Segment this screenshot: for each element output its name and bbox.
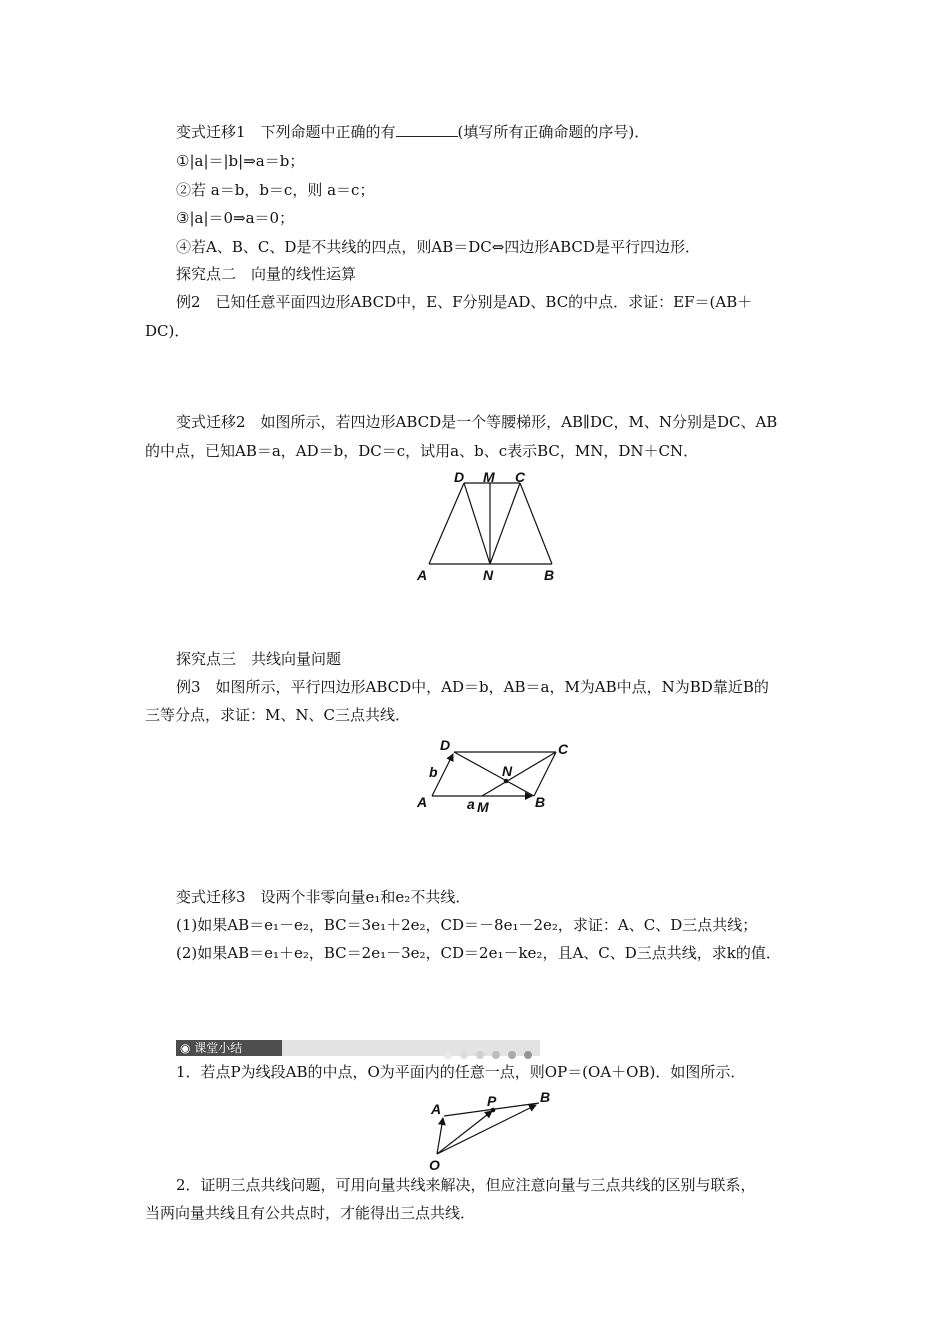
dot: [460, 1051, 468, 1059]
figure-trapezoid: [410, 468, 570, 588]
trapezoid-edge-ad: [429, 483, 464, 564]
label-n: N: [502, 763, 513, 779]
item-number: ①: [176, 152, 190, 170]
label-m: M: [477, 799, 489, 815]
exercise1-heading: [176, 122, 649, 142]
summary-bar: [176, 1040, 540, 1056]
summary-item1: 1．若点P为线段AB的中点，O为平面内的任意一点，则OP＝(OA＋OB)．如图所示．: [176, 1063, 746, 1081]
exercise3-line1: 变式迁移3 设两个非零向量e₁和e₂不共线．: [176, 888, 471, 906]
label-a: A: [417, 567, 428, 583]
label-a-vector: a: [467, 796, 475, 812]
exercise1-item-4: [176, 237, 700, 257]
example2-line2: DC)．: [145, 322, 190, 340]
summary-item2-line1: 2．证明三点共线问题，可用向量共线来解决，但应注意向量与三点共线的区别与联系，: [176, 1176, 756, 1194]
section2-title: 探究点二 向量的线性运算: [176, 265, 357, 283]
label-c: C: [515, 469, 526, 485]
exercise3-line3: (2)如果AB＝e₁＋e₂，BC＝2e₁－3e₂，CD＝2e₁－ke₂，且A、C、D三点共线，求k的值．: [176, 944, 781, 962]
item-text: |a|＝|b|⇒a＝b；: [189, 152, 305, 170]
label-d: D: [440, 737, 451, 753]
exercise3-line2: (1)如果AB＝e₁－e₂，BC＝3e₁＋2e₂，CD＝－8e₁－2e₂，求证：A、C、D三点共线；: [176, 916, 758, 934]
dot: [508, 1051, 516, 1059]
figure-parallelogram: [410, 735, 580, 820]
answer-blank: [396, 122, 458, 137]
example2-line1: 例2 已知任意平面四边形ABCD中，E、F分别是AD、BC的中点．求证：EF＝(AB＋: [176, 293, 753, 311]
example3-line2: 三等分点，求证：M、N、C三点共线．: [145, 706, 410, 724]
point-n: [504, 779, 509, 784]
trapezoid-segment-dn: [464, 483, 490, 564]
exercise2-line1: 变式迁移2 如图所示，若四边形ABCD是一个等腰梯形，AB∥DC，M、N分别是DC、AB: [176, 413, 778, 431]
vector-op-arrow: [437, 1111, 492, 1154]
dot: [444, 1051, 452, 1059]
summary-item2-line2: 当两向量共线且有公共点时，才能得出三点共线．: [145, 1204, 476, 1222]
label-b: B: [540, 1089, 551, 1105]
section3-title: 探究点三 共线向量问题: [176, 650, 342, 668]
item-text: |a|＝0⇒a＝0；: [189, 209, 295, 227]
label-c: C: [558, 741, 569, 757]
exercise2-line2: 的中点，已知AB＝a，AD＝b，DC＝c，试用a、b、c表示BC，MN，DN＋CN．: [145, 442, 699, 460]
label-o: O: [429, 1157, 440, 1173]
item-number: ③: [176, 209, 190, 227]
dot: [492, 1051, 500, 1059]
exercise1-heading-tail: (填写所有正确命题的序号)．: [457, 123, 650, 141]
label-b: B: [535, 794, 546, 810]
label-n: N: [483, 567, 494, 583]
label-a: A: [417, 794, 428, 810]
label-b: B: [544, 567, 555, 583]
label-a: A: [431, 1101, 442, 1117]
dot: [476, 1051, 484, 1059]
exercise1-item-2: [176, 180, 374, 200]
item-number: ④: [176, 238, 192, 256]
label-m: M: [483, 469, 495, 485]
label-d: D: [454, 469, 465, 485]
dot: [524, 1051, 532, 1059]
decorative-dots: [436, 1044, 532, 1063]
example3-line1: 例3 如图所示，平行四边形ABCD中，AD＝b，AB＝a，M为AB中点，N为BD靠近B的: [176, 678, 769, 696]
exercise1-item-1: [176, 151, 304, 171]
label-p: P: [487, 1093, 497, 1109]
trapezoid-edge-bc: [520, 483, 552, 564]
exercise1-item-3: [176, 208, 294, 228]
label-b-vector: b: [429, 764, 438, 780]
figure-midpoint: [420, 1086, 560, 1176]
trapezoid-segment-cn: [490, 483, 520, 564]
item-number: ②: [176, 181, 192, 199]
item-text: 若A、B、C、D是不共线的四点，则AB＝DC⇔四边形ABCD是平行四边形．: [191, 238, 700, 256]
vector-oa-arrow: [437, 1118, 443, 1154]
vector-ob-arrow: [437, 1105, 536, 1154]
exercise1-heading-text: 变式迁移1 下列命题中正确的有: [176, 123, 396, 141]
summary-label: ◉ 课堂小结: [176, 1040, 282, 1056]
item-text: 若 a＝b，b＝c，则 a＝c；: [191, 181, 375, 199]
